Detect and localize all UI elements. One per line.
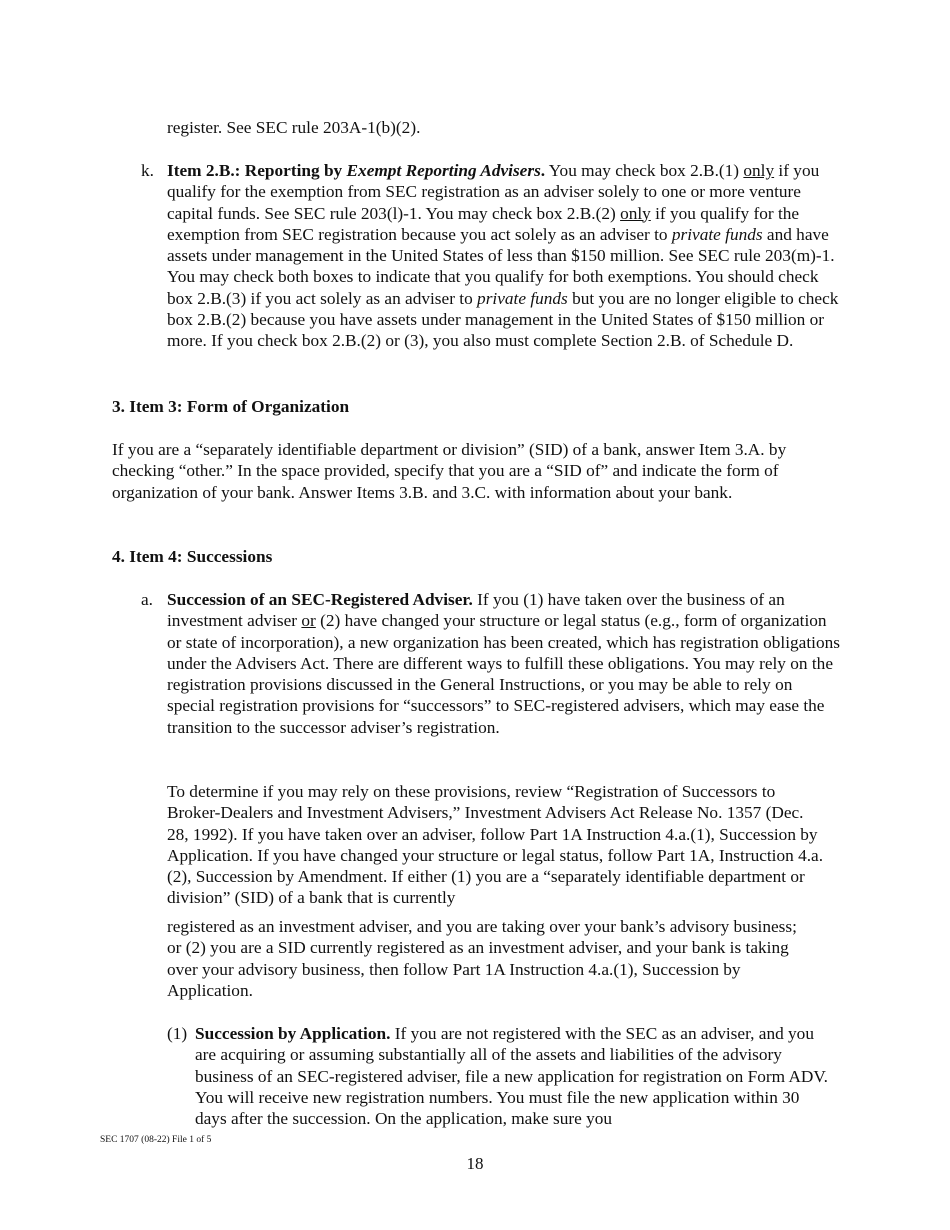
item-k-marker: k. — [141, 161, 154, 180]
sub-1-paragraph — [195, 1023, 835, 1129]
item-a-paragraph-2a: To determine if you may rely on these provisions, review “Registration of Successors to Broker-Dealers and Investment Advisers,” Investment Advisers Act Release No. 1357 (Dec. 28, 1992). If you have taken over an adviser, follow Part 1A Instruction 4.a.(1), Succession by Application. If you have changed your structure or legal status, follow Part 1A, Instruction 4.a.(2), Succession by Amendment. If either (1) you are a “separately identifiable department or division” (SID) of a bank that is currently — [167, 782, 824, 908]
item-a-or: or — [301, 611, 316, 631]
form-code: SEC 1707 (08-22) File 1 of 5 — [100, 1135, 212, 1145]
item-k-only-1: only — [743, 161, 775, 180]
item-k-heading — [167, 161, 545, 180]
item-k-text-4: and have assets under management in the United States of less than $150 million. See SEC rule 203(m)-1. You may check both boxes to indicate that you qualify for both exemptions. You should check box 2.B.(3) if you act solely as an adviser to — [167, 224, 835, 308]
item-k-heading-period: . — [540, 161, 546, 180]
sub-1-marker: (1) — [167, 1024, 188, 1043]
item-k-only-2: only — [620, 203, 651, 223]
item-a-text-2: (2) have changed your structure or legal status (e.g., form of organization or state of incorporation), a new organization has been created, which has registration obligations under the Advisers Act. There are different ways to fulfill these obligations. You may rely on the registration provisions discussed in the General Instructions, or you may be able to rely on special registration provisions for “successors” to SEC-registered advisers, which may ease the transition to the successor adviser’s registration. — [167, 611, 840, 737]
section-4-heading: 4. Item 4: Successions — [112, 547, 273, 566]
section-3-heading: 3. Item 3: Form of Organization — [112, 397, 350, 416]
item-k-text-3: if you qualify for the exemption from SEC registration because you act solely as an adviser to — [167, 203, 800, 244]
sub-1-body: If you are not registered with the SEC as an adviser, and you are acquiring or assuming substantially all of the assets and liabilities of the advisory business of an SEC-registered adviser, file a new application for registration on Form ADV. You will receive new registration numbers. You must file the new application within 30 days after the succession. On the application, make sure you — [195, 1024, 828, 1129]
item-k-text-2: if you qualify for the exemption from SEC registration as an adviser solely to one or more venture capital funds. See SEC rule 203(l)-1. You may check box 2.B.(2) — [167, 161, 820, 223]
section-3-body: If you are a “separately identifiable department or division” (SID) of a bank, answer Item 3.A. by checking “other.” In the space provided, specify that you are a “SID of” and indicate the form of organization of your bank. Answer Items 3.B. and 3.C. with information about your bank. — [112, 440, 787, 502]
item-k-private-funds-1: private funds — [671, 224, 763, 244]
item-a-paragraph — [167, 589, 842, 738]
sub-1-heading: Succession by Application. — [195, 1024, 391, 1043]
intro-line: register. See SEC rule 203A-1(b)(2). — [167, 118, 421, 137]
item-a-text-1: If you (1) have taken over the business of an investment adviser — [167, 590, 785, 631]
item-k-text-5: but you are no longer eligible to check box 2.B.(2) because you have assets under management in the United States of $150 million or more. If you check box 2.B.(2) or (3), you also must complete Section 2.B. of Schedule D. — [167, 288, 839, 351]
item-k-heading-text: Item 2.B.: Reporting by — [167, 161, 347, 180]
item-a-marker: a. — [141, 590, 153, 609]
item-a-paragraph-2b: registered as an investment adviser, and you are taking over your bank’s advisory business; or (2) you are a SID currently registered as an investment adviser, and your bank is taking over your advisory business, then follow Part 1A Instruction 4.a.(1), Succession by Application. — [167, 917, 797, 1000]
item-a-heading: Succession of an SEC-Registered Adviser. — [167, 590, 473, 609]
item-k-text-1: You may check box 2.B.(1) — [545, 161, 744, 180]
item-k-private-funds-2: private funds — [477, 288, 568, 308]
page-number: 18 — [466, 1154, 484, 1173]
item-k-heading-italic: Exempt Reporting Advisers — [346, 161, 541, 180]
item-k-paragraph — [167, 160, 842, 352]
